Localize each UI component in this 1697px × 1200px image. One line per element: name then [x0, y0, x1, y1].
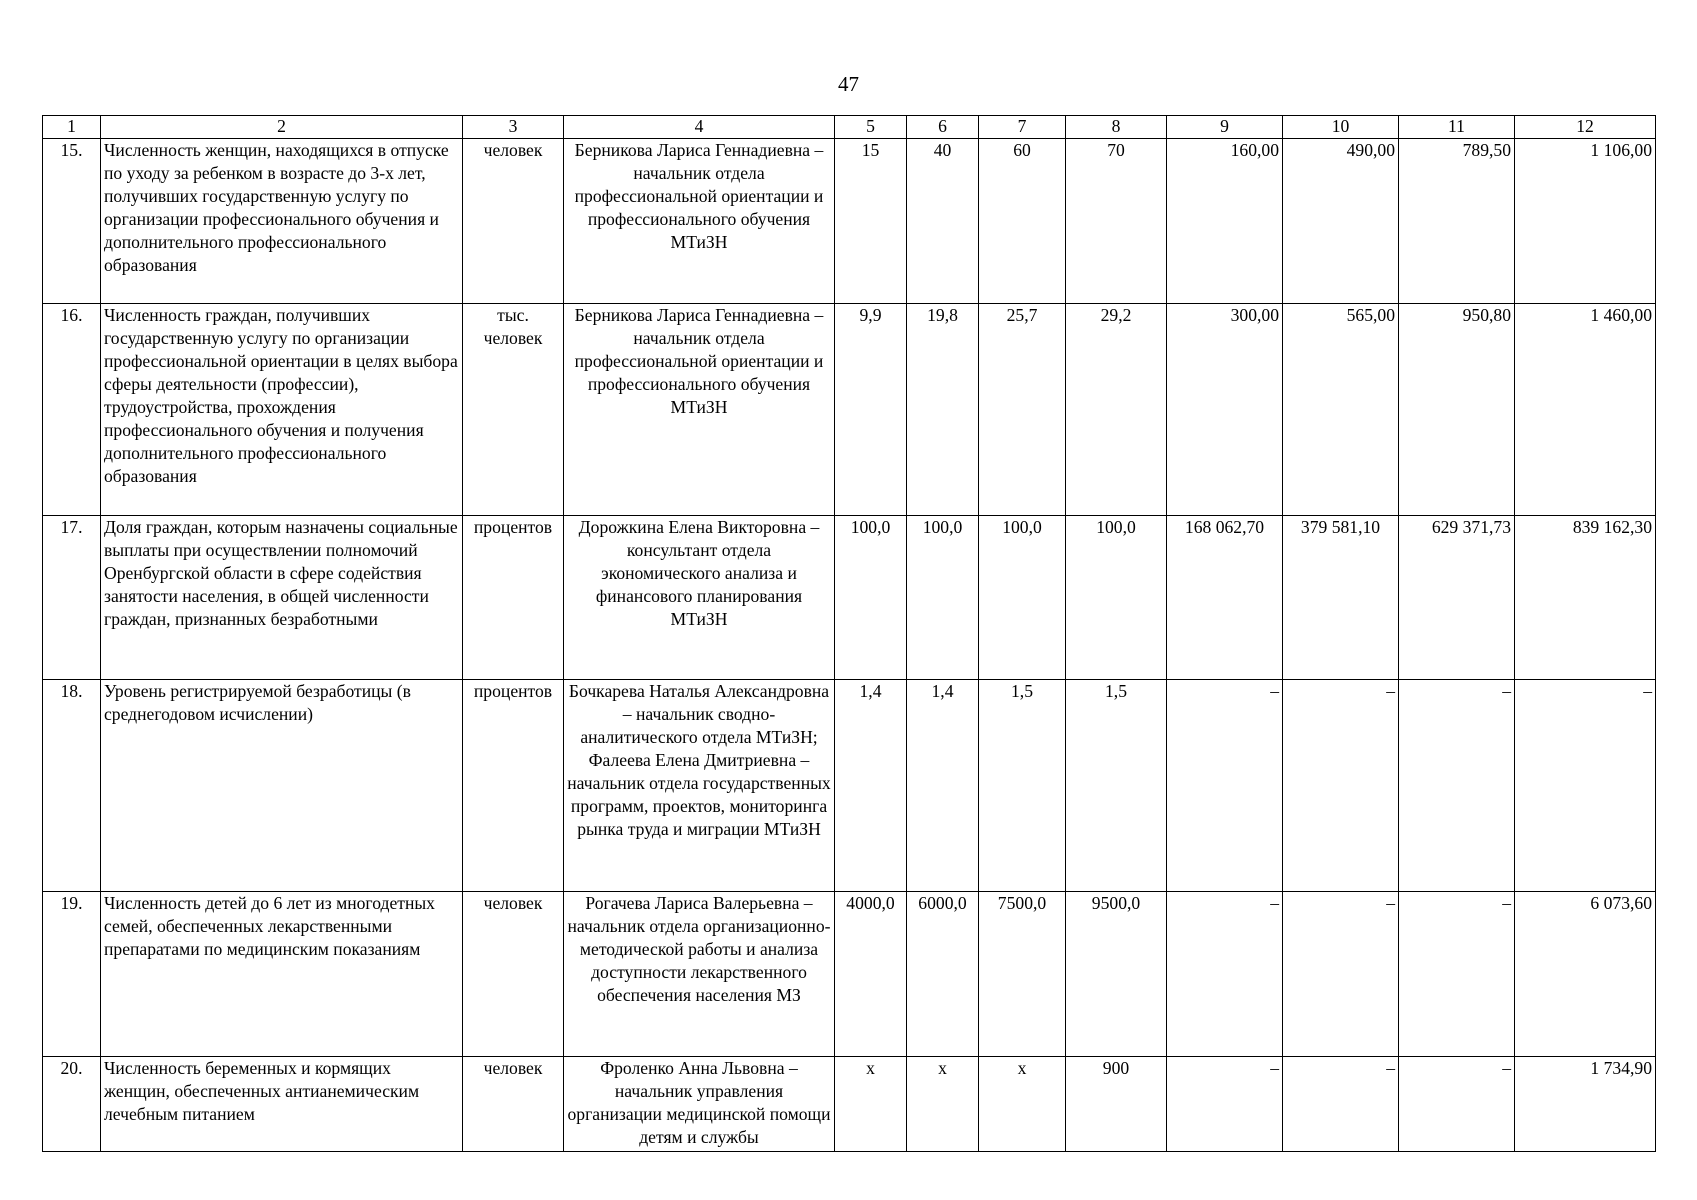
unit: тыс. человек — [463, 304, 564, 516]
header-cell: 9 — [1167, 116, 1283, 139]
table-row — [43, 680, 1656, 892]
responsible-person: Берникова Лариса Геннадиевна – начальник отдела профессиональной ориентации и профессионального обучения МТиЗН — [564, 139, 835, 304]
unit: процентов — [463, 516, 564, 680]
value-col10: – — [1283, 892, 1399, 1057]
value-col7: 100,0 — [979, 516, 1066, 680]
indicators-table — [42, 115, 1656, 1152]
value-col12: 1 460,00 — [1515, 304, 1656, 516]
column-number-header-row — [43, 116, 1656, 139]
indicator-name: Доля граждан, которым назначены социальные выплаты при осуществлении полномочий Оренбургской области в сфере содействия занятости населения, в общей численности граждан, признанных безработными — [101, 516, 463, 680]
header-cell: 2 — [101, 116, 463, 139]
indicator-name: Численность детей до 6 лет из многодетных семей, обеспеченных лекарственными препаратами по медицинским показаниям — [101, 892, 463, 1057]
row-number: 19. — [43, 892, 101, 1057]
value-col11: 950,80 — [1399, 304, 1515, 516]
value-col9: – — [1167, 680, 1283, 892]
header-cell: 1 — [43, 116, 101, 139]
value-col11: – — [1399, 892, 1515, 1057]
value-col10: 379 581,10 — [1283, 516, 1399, 680]
table-row — [43, 139, 1656, 304]
value-col10: 565,00 — [1283, 304, 1399, 516]
indicator-name: Уровень регистрируемой безработицы (в среднегодовом исчислении) — [101, 680, 463, 892]
row-number: 15. — [43, 139, 101, 304]
unit: процентов — [463, 680, 564, 892]
value-col5: 15 — [835, 139, 907, 304]
value-col7: 7500,0 — [979, 892, 1066, 1057]
unit: человек — [463, 139, 564, 304]
responsible-person: Бочкарева Наталья Александровна – начальник сводно-аналитического отдела МТиЗН; Фалеева Елена Дмитриевна – начальник отдела государственных программ, проектов, мониторинга рынка труда и миграции МТиЗН — [564, 680, 835, 892]
value-col6: 100,0 — [907, 516, 979, 680]
value-col8: 900 — [1066, 1057, 1167, 1152]
responsible-person: Берникова Лариса Геннадиевна – начальник отдела профессиональной ориентации и профессионального обучения МТиЗН — [564, 304, 835, 516]
header-cell: 11 — [1399, 116, 1515, 139]
value-col12: – — [1515, 680, 1656, 892]
value-col9: – — [1167, 1057, 1283, 1152]
row-number: 16. — [43, 304, 101, 516]
responsible-person: Фроленко Анна Львовна – начальник управления организации медицинской помощи детям и службы — [564, 1057, 835, 1152]
value-col10: – — [1283, 680, 1399, 892]
table-row — [43, 1057, 1656, 1152]
value-col7: 25,7 — [979, 304, 1066, 516]
value-col7: 1,5 — [979, 680, 1066, 892]
value-col6: 1,4 — [907, 680, 979, 892]
value-col11: 629 371,73 — [1399, 516, 1515, 680]
table-row — [43, 304, 1656, 516]
table-row — [43, 892, 1656, 1057]
value-col5: 1,4 — [835, 680, 907, 892]
value-col8: 1,5 — [1066, 680, 1167, 892]
indicator-name: Численность граждан, получивших государственную услугу по организации профессиональной ориентации в целях выбора сферы деятельности (профессии), трудоустройства, прохождения профессионального обучения и получения дополнительного профессионального образования — [101, 304, 463, 516]
value-col6: х — [907, 1057, 979, 1152]
value-col12: 6 073,60 — [1515, 892, 1656, 1057]
row-number: 17. — [43, 516, 101, 680]
page-number: 47 — [838, 72, 859, 96]
value-col12: 1 734,90 — [1515, 1057, 1656, 1152]
value-col5: 9,9 — [835, 304, 907, 516]
row-number: 20. — [43, 1057, 101, 1152]
value-col9: 160,00 — [1167, 139, 1283, 304]
table-row — [43, 516, 1656, 680]
header-cell: 8 — [1066, 116, 1167, 139]
header-cell: 12 — [1515, 116, 1656, 139]
value-col6: 40 — [907, 139, 979, 304]
value-col7: х — [979, 1057, 1066, 1152]
value-col8: 9500,0 — [1066, 892, 1167, 1057]
value-col8: 70 — [1066, 139, 1167, 304]
responsible-person: Рогачева Лариса Валерьевна – начальник отдела организационно-методической работы и анализа доступности лекарственного обеспечения населения МЗ — [564, 892, 835, 1057]
value-col8: 100,0 — [1066, 516, 1167, 680]
value-col9: 168 062,70 — [1167, 516, 1283, 680]
value-col5: 100,0 — [835, 516, 907, 680]
value-col6: 6000,0 — [907, 892, 979, 1057]
header-cell: 6 — [907, 116, 979, 139]
value-col10: – — [1283, 1057, 1399, 1152]
header-cell: 4 — [564, 116, 835, 139]
value-col10: 490,00 — [1283, 139, 1399, 304]
indicator-name: Численность беременных и кормящих женщин, обеспеченных антианемическим лечебным питанием — [101, 1057, 463, 1152]
value-col8: 29,2 — [1066, 304, 1167, 516]
value-col5: х — [835, 1057, 907, 1152]
header-cell: 10 — [1283, 116, 1399, 139]
responsible-person: Дорожкина Елена Викторовна – консультант отдела экономического анализа и финансового планирования МТиЗН — [564, 516, 835, 680]
value-col12: 1 106,00 — [1515, 139, 1656, 304]
header-cell: 7 — [979, 116, 1066, 139]
row-number: 18. — [43, 680, 101, 892]
header-cell: 5 — [835, 116, 907, 139]
value-col6: 19,8 — [907, 304, 979, 516]
value-col11: – — [1399, 680, 1515, 892]
unit: человек — [463, 1057, 564, 1152]
value-col12: 839 162,30 — [1515, 516, 1656, 680]
value-col9: – — [1167, 892, 1283, 1057]
value-col11: – — [1399, 1057, 1515, 1152]
value-col9: 300,00 — [1167, 304, 1283, 516]
unit: человек — [463, 892, 564, 1057]
indicator-name: Численность женщин, находящихся в отпуске по уходу за ребенком в возрасте до 3-х лет, получивших государственную услугу по организации профессионального обучения и дополнительного профессионального образования — [101, 139, 463, 304]
value-col11: 789,50 — [1399, 139, 1515, 304]
value-col5: 4000,0 — [835, 892, 907, 1057]
value-col7: 60 — [979, 139, 1066, 304]
header-cell: 3 — [463, 116, 564, 139]
